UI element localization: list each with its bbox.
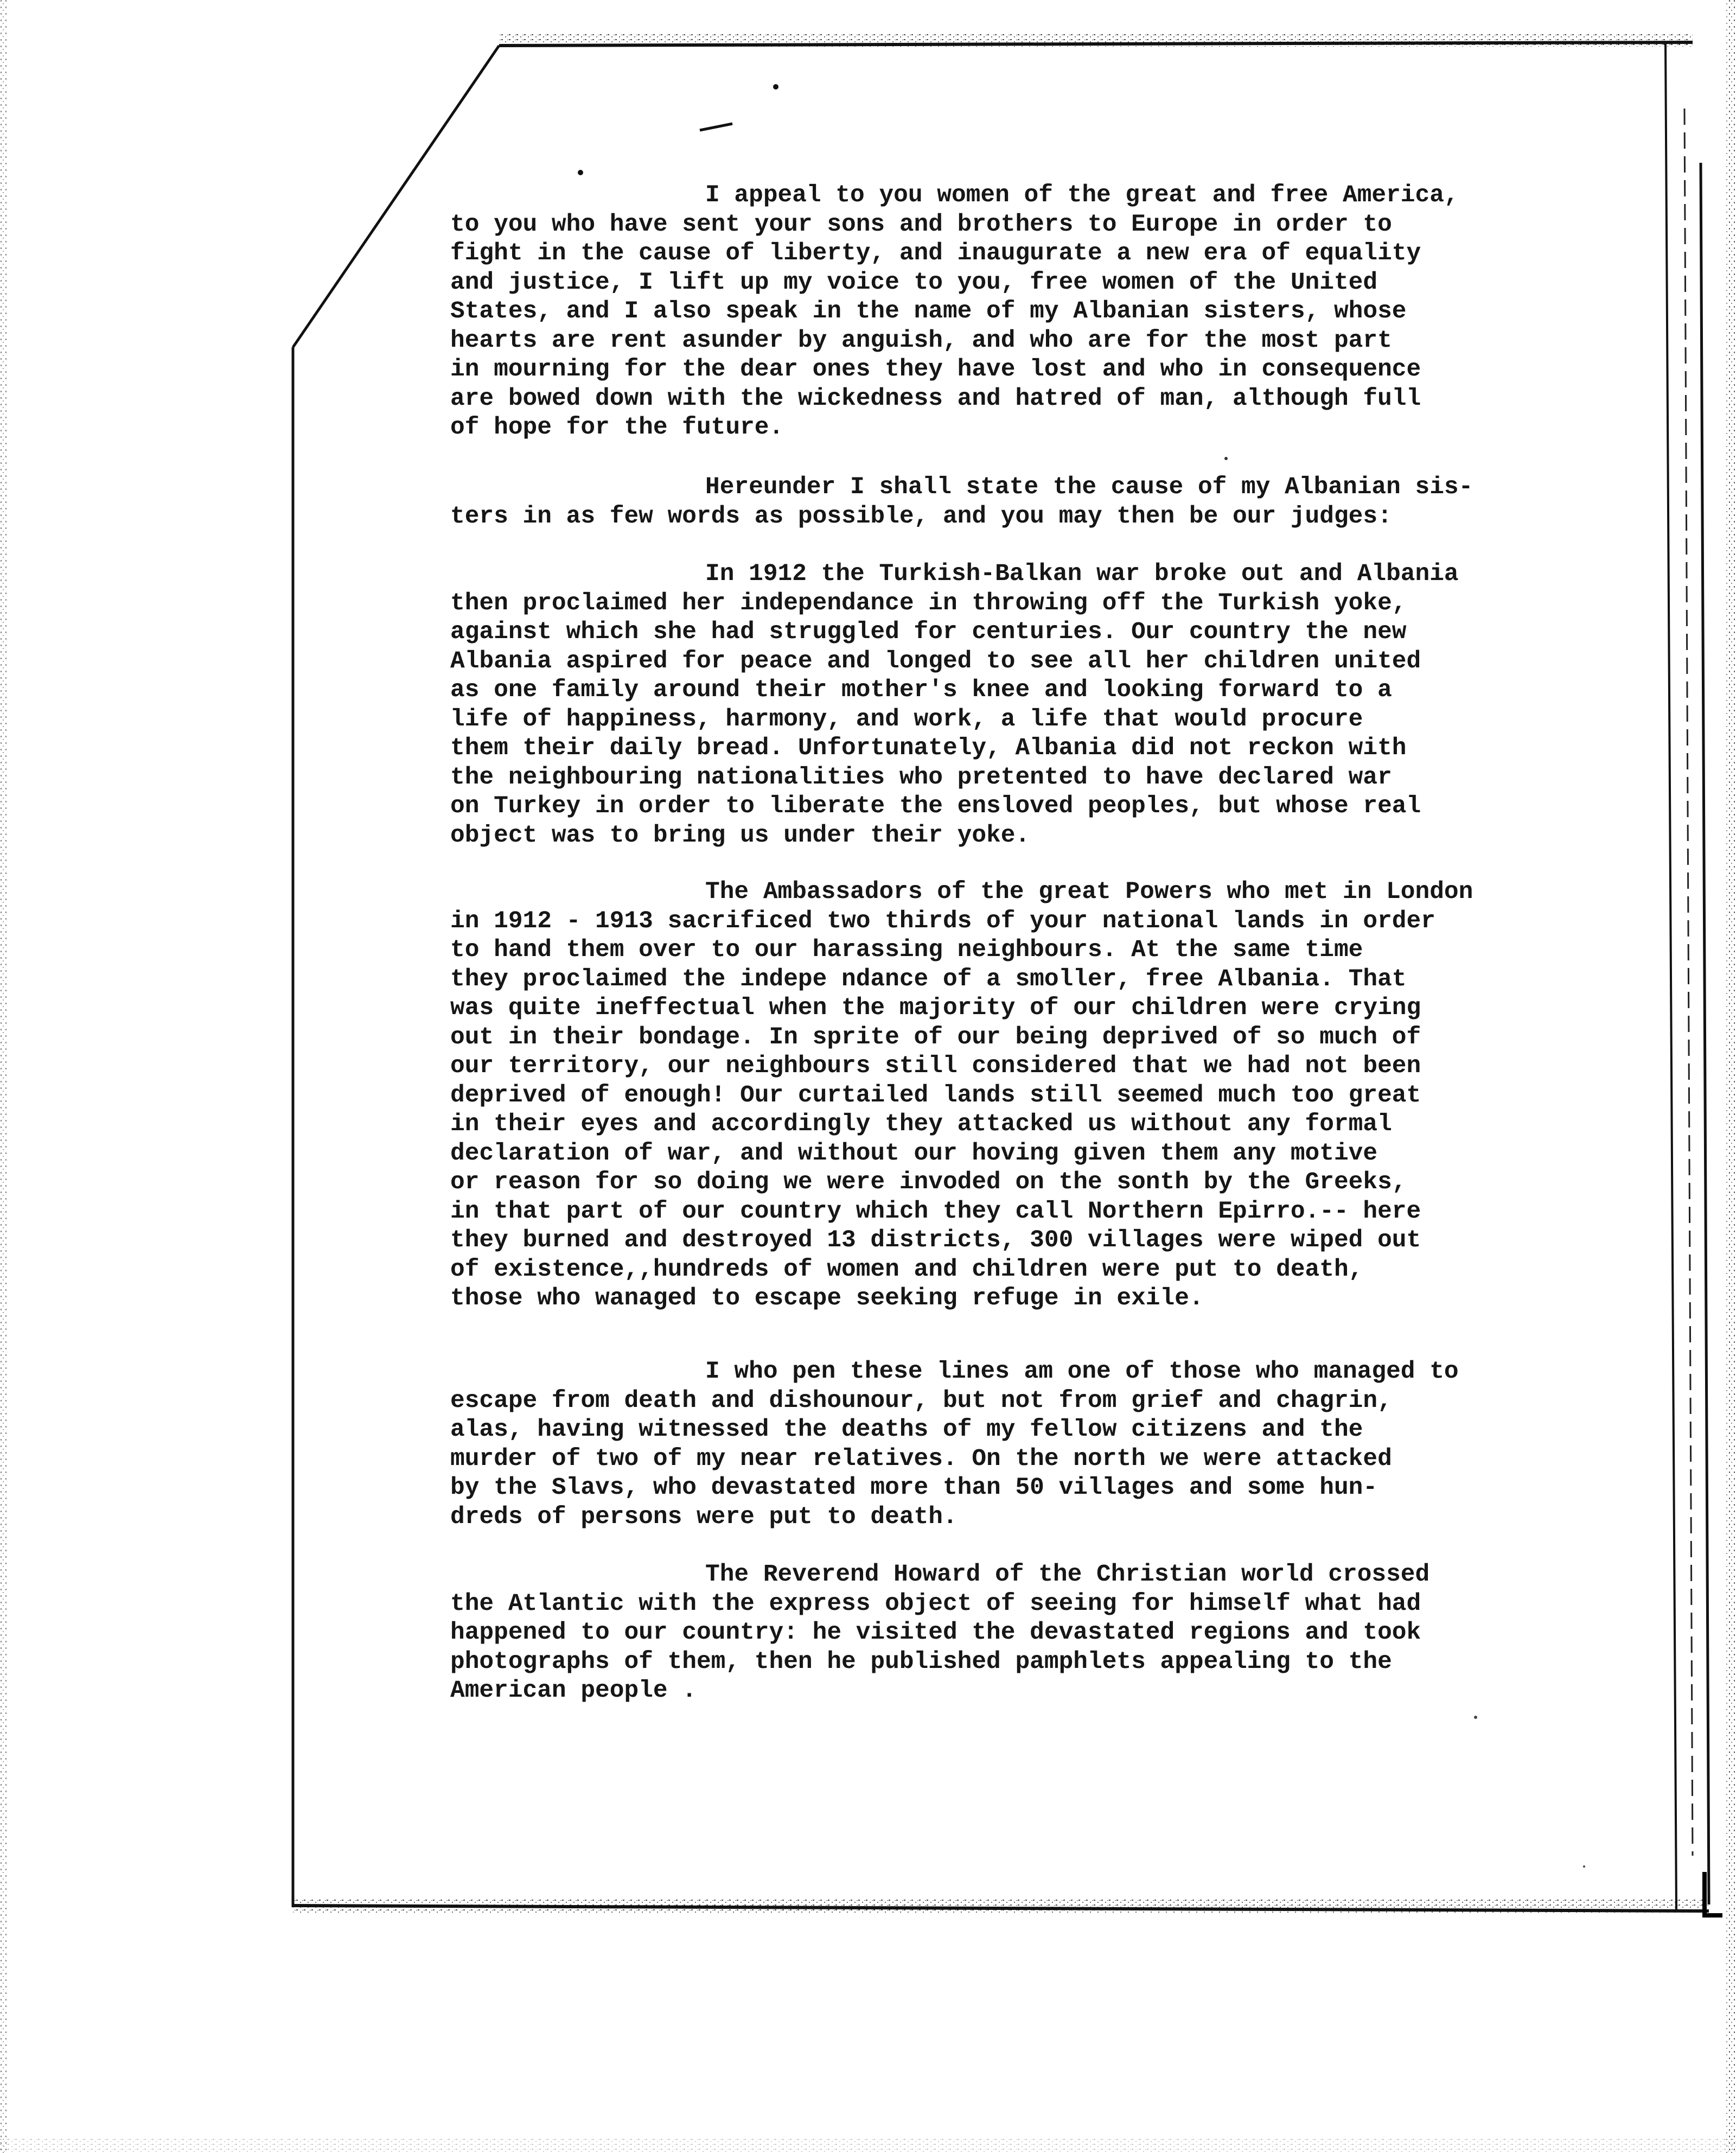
text-line: of existence,,hundreds of women and children were put to death,	[450, 1256, 1363, 1283]
text-line: on Turkey in order to liberate the ensloved peoples, but whose real	[450, 793, 1421, 820]
text-line: out in their bondage. In sprite of our being deprived of so much of	[450, 1023, 1421, 1051]
text-line: they burned and destroyed 13 districts, 300 villages were wiped out	[450, 1227, 1421, 1254]
text-line: The Ambassadors of the great Powers who met in London	[705, 878, 1473, 906]
text-line: murder of two of my near relatives. On the north we were attacked	[450, 1445, 1392, 1473]
text-line: In 1912 the Turkish-Balkan war broke out and Albania	[705, 560, 1459, 588]
text-line: then proclaimed her independance in throwing off the Turkish yoke,	[450, 589, 1407, 617]
text-line: in that part of our country which they call Northern Epirro.-- here	[450, 1197, 1421, 1225]
text-line: those who wanaged to escape seeking refuge in exile.	[450, 1285, 1204, 1312]
text-line: object was to bring us under their yoke.	[450, 821, 1030, 849]
text-line: American people .	[450, 1677, 697, 1704]
text-line: the Atlantic with the express object of seeing for himself what had	[450, 1590, 1421, 1617]
text-line: declaration of war, and without our hoving given them any motive	[450, 1139, 1378, 1167]
text-line: or reason for so doing we were invoded on the sonth by the Greeks,	[450, 1169, 1407, 1196]
paragraph-reverend-howard	[450, 1560, 1644, 1706]
text-line: by the Slavs, who devastated more than 50 villages and some hun-	[450, 1474, 1378, 1501]
text-line: and justice, I lift up my voice to you, free women of the United	[450, 269, 1378, 296]
text-line: I appeal to you women of the great and free America,	[705, 182, 1459, 209]
text-line: I who pen these lines am one of those who managed to	[705, 1358, 1459, 1385]
paragraph-turkish-balkan-war	[450, 560, 1644, 850]
text-line: in their eyes and accordingly they attacked us without any formal	[450, 1111, 1392, 1138]
text-line: the neighbouring nationalities who pretented to have declared war	[450, 763, 1392, 791]
text-line: Hereunder I shall state the cause of my Albanian sis-	[705, 474, 1473, 501]
text-line: are bowed down with the wickedness and hatred of man, although full	[450, 385, 1421, 412]
text-line: as one family around their mother's knee and looking forward to a	[450, 677, 1392, 704]
paragraph-appeal	[450, 181, 1644, 443]
text-line: escape from death and dishounour, but not from grief and chagrin,	[450, 1387, 1392, 1415]
text-line: to hand them over to our harassing neighbours. At the same time	[450, 937, 1363, 964]
text-line: dreds of persons were put to death.	[450, 1503, 958, 1531]
text-line: deprived of enough! Our curtailed lands still seemed much too great	[450, 1081, 1421, 1109]
text-line: ters in as few words as possible, and you may then be our judges:	[450, 502, 1392, 530]
text-line: they proclaimed the indepe ndance of a smoller, free Albania. That	[450, 965, 1407, 993]
paragraph-hereunder	[450, 473, 1644, 531]
text-line: in mourning for the dear ones they have lost and who in consequence	[450, 356, 1421, 383]
text-line: happened to our country: he visited the devastated regions and took	[450, 1619, 1421, 1646]
text-line: Albania aspired for peace and longed to see all her children united	[450, 647, 1421, 675]
text-line: our territory, our neighbours still considered that we had not been	[450, 1053, 1421, 1080]
text-line: hearts are rent asunder by anguish, and who are for the most part	[450, 327, 1392, 354]
text-line: The Reverend Howard of the Christian world crossed	[705, 1561, 1430, 1588]
text-line: life of happiness, harmony, and work, a life that would procure	[450, 705, 1363, 733]
text-line: against which she had struggled for centuries. Our country the new	[450, 619, 1407, 646]
text-line: was quite ineffectual when the majority of our children were crying	[450, 995, 1421, 1022]
text-line: States, and I also speak in the name of my Albanian sisters, whose	[450, 298, 1407, 325]
text-line: fight in the cause of liberty, and inaugurate a new era of equality	[450, 240, 1421, 267]
text-line: of hope for the future.	[450, 414, 784, 441]
text-line: alas, having witnessed the deaths of my fellow citizens and the	[450, 1416, 1363, 1443]
text-line: in 1912 - 1913 sacrificed two thirds of your national lands in order	[450, 907, 1435, 935]
text-line: to you who have sent your sons and brothers to Europe in order to	[450, 211, 1392, 238]
text-line: them their daily bread. Unfortunately, Albania did not reckon with	[450, 735, 1407, 762]
text-line: photographs of them, then he published pamphlets appealing to the	[450, 1648, 1392, 1676]
paragraph-witness	[450, 1358, 1644, 1532]
letter-page	[450, 163, 1644, 1791]
paragraph-ambassadors	[450, 878, 1644, 1314]
